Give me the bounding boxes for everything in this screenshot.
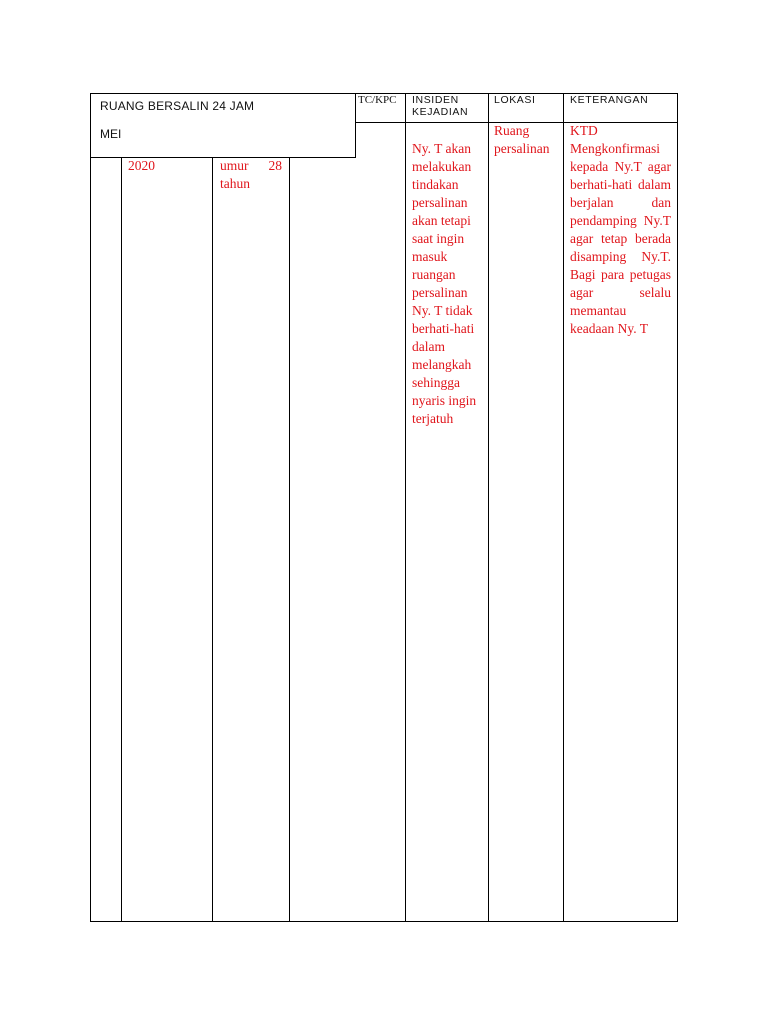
overlay-line-2: MEI bbox=[100, 127, 122, 141]
table-col-line-7 bbox=[677, 93, 678, 922]
overlay-textbox bbox=[90, 93, 356, 158]
table-bottom-border bbox=[90, 921, 678, 922]
header-lokasi: LOKASI bbox=[494, 94, 536, 106]
table-col-line-1 bbox=[121, 93, 122, 922]
table-col-line-4 bbox=[405, 93, 406, 922]
header-insiden-kejadian: INSIDEN KEJADIAN bbox=[412, 94, 469, 118]
overlay-line-1: RUANG BERSALIN 24 JAM bbox=[100, 99, 255, 113]
cell-insiden: Ny. T akan melakukan tindakan persalinan akan tetapi saat ingin masuk ruangan persalinan Ny. T tidak berhati-hati dalam melangkah sehingga nyaris ingin terjatuh bbox=[412, 141, 477, 426]
cell-keterangan-label: KTD bbox=[570, 123, 598, 138]
table-col-line-6 bbox=[563, 93, 564, 922]
header-tc-kpc: TC/KPC bbox=[358, 94, 397, 106]
cell-pasien: umur 28 tahun bbox=[220, 158, 282, 191]
cell-tanggal: 2020 bbox=[128, 158, 155, 173]
table-col-line-5 bbox=[488, 93, 489, 922]
cell-lokasi: Ruang persalinan bbox=[494, 123, 550, 156]
table-col-line-2 bbox=[212, 93, 213, 922]
header-keterangan: KETERANGAN bbox=[570, 94, 649, 106]
table-col-line-0 bbox=[90, 93, 91, 922]
cell-keterangan: Mengkonfirmasi kepada Ny.T agar berhati-hati dalam berjalan dan pendamping Ny.T agar tetap berada disamping Ny.T. Bagi para petugas agar selalu memantau keadaan Ny. T bbox=[570, 141, 671, 336]
table-col-line-3 bbox=[289, 93, 290, 922]
